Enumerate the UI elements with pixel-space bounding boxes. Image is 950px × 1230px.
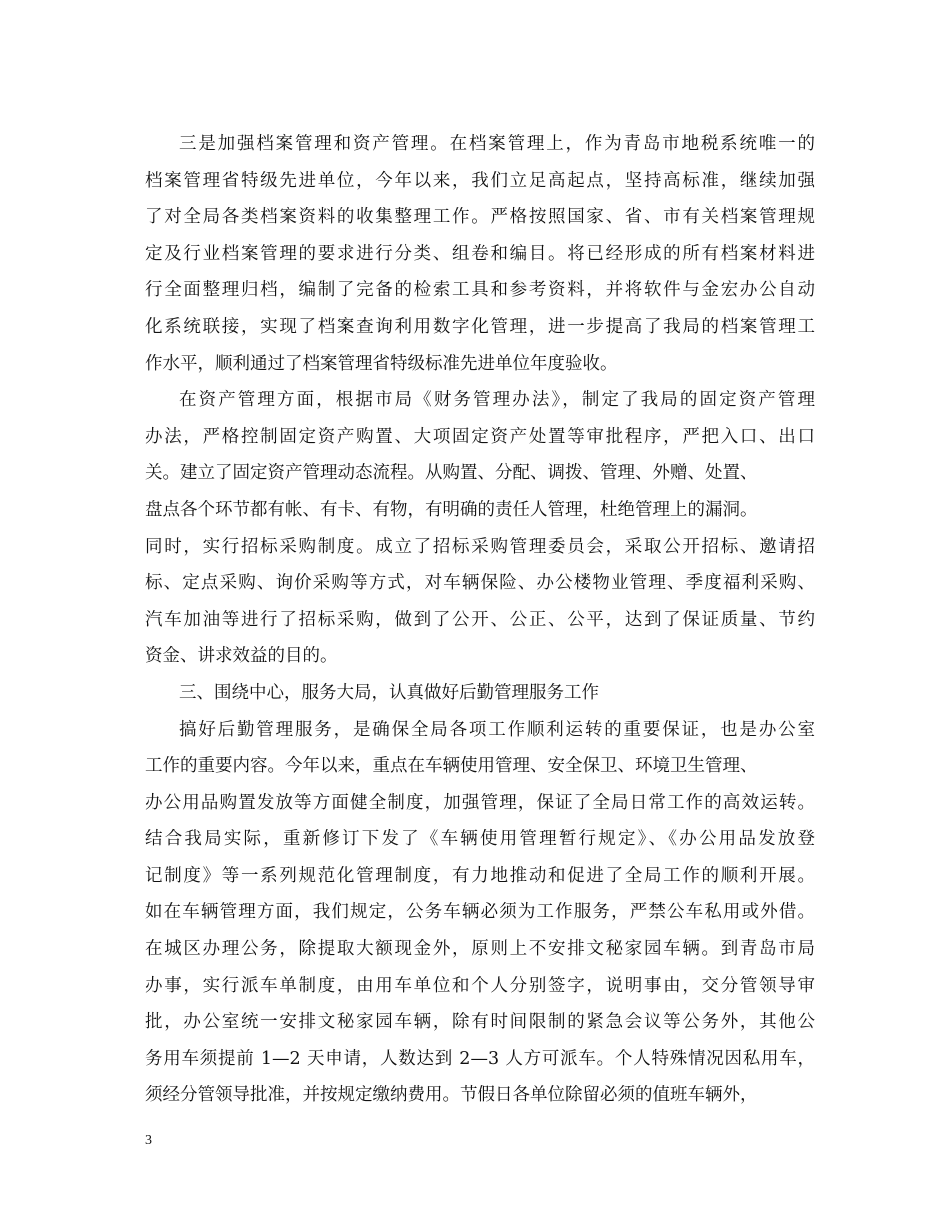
- text-line: 档案管理省特级先进单位，今年以来，我们立足高起点，坚持高标准，继续加强: [145, 170, 815, 191]
- text-line: 定及行业档案管理的要求进行分类、组卷和编目。将已经形成的所有档案材料进: [145, 243, 815, 264]
- text-line: 如在车辆管理方面，我们规定，公务车辆必须为工作服务，严禁公车私用或外借。: [145, 902, 815, 923]
- text-line: 同时，实行招标采购制度。成立了招标采购管理委员会，采取公开招标、邀请招: [145, 536, 815, 557]
- section-heading: 三、围绕中心，服务大局，认真做好后勤管理服务工作: [179, 682, 599, 703]
- text-line: 办公用品购置发放等方面健全制度，加强管理，保证了全局日常工作的高效运转。: [145, 792, 815, 813]
- page-number: 3: [145, 1133, 152, 1148]
- text-line: 记制度》等一系列规范化管理制度，有力地推动和促进了全局工作的顺利开展。: [145, 865, 815, 886]
- text-line: 在城区办理公务，除提取大额现金外，原则上不安排文秘家园车辆。到青岛市局: [145, 939, 815, 960]
- text-line: 结合我局实际，重新修订下发了《车辆使用管理暂行规定》、《办公用品发放登: [145, 829, 815, 850]
- document-body: [145, 126, 815, 1114]
- text-line: 标、定点采购、询价采购等方式，对车辆保险、办公楼物业管理、季度福利采购、: [145, 573, 815, 594]
- text-line: 化系统联接，实现了档案查询利用数字化管理，进一步提高了我局的档案管理工: [145, 316, 815, 337]
- text-line: 作水平，顺利通过了档案管理省特级标准先进单位年度验收。: [145, 353, 618, 374]
- text-line: 工作的重要内容。今年以来，重点在车辆使用管理、安全保卫、环境卫生管理、: [145, 756, 758, 777]
- text-line: 汽车加油等进行了招标采购，做到了公开、公正、公平，达到了保证质量、节约: [145, 609, 815, 630]
- text-line: 行全面整理归档，编制了完备的检索工具和参考资料，并将软件与金宏办公自动: [145, 280, 815, 301]
- text-line: 须经分管领导批准，并按规定缴纳费用。节假日各单位除留必须的值班车辆外，: [145, 1085, 758, 1106]
- text-line: 在资产管理方面，根据市局《财务管理办法》，制定了我局的固定资产管理: [179, 390, 815, 411]
- text-line: 批，办公室统一安排文秘家园车辆，除有时间限制的紧急会议等公务外，其他公: [145, 1012, 815, 1033]
- text-line: 了对全局各类档案资料的收集整理工作。严格按照国家、省、市有关档案管理规: [145, 207, 815, 228]
- text-line: 办法，严格控制固定资产购置、大项固定资产处置等审批程序，严把入口、出口: [145, 426, 815, 447]
- text-line: 务用车须提前 1—2 天申请，人数达到 2—3 人方可派车。个人特殊情况因私用车，: [145, 1048, 815, 1069]
- text-line: 盘点各个环节都有帐、有卡、有物，有明确的责任人管理，杜绝管理上的漏洞。: [145, 499, 758, 520]
- text-line: 关。建立了固定资产管理动态流程。从购置、分配、调拨、管理、外赠、处置、: [145, 463, 758, 484]
- text-line: 办事，实行派车单制度，由用车单位和个人分别签字，说明事由，交分管领导审: [145, 975, 815, 996]
- text-line: 三是加强档案管理和资产管理。在档案管理上，作为青岛市地税系统唯一的: [179, 134, 815, 154]
- text-line: 资金、讲求效益的目的。: [145, 646, 338, 667]
- text-line: 搞好后勤管理服务，是确保全局各项工作顺利运转的重要保证，也是办公室: [179, 719, 815, 740]
